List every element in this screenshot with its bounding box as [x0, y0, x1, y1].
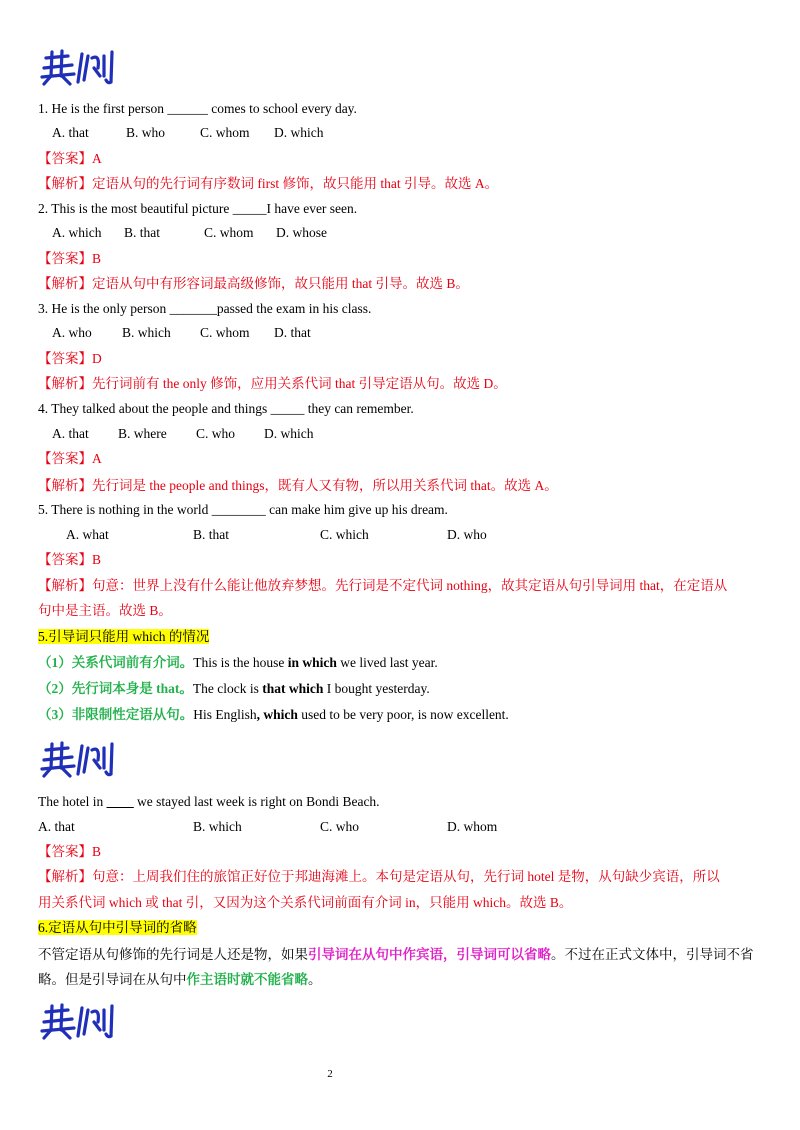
analysis-q1: 【解析】定语从句的先行词有序数词 first 修饰，故只能用 that 引导。故选 A。	[38, 176, 499, 191]
rule-example-pre: This is the house	[193, 655, 288, 670]
option-d: D. whose	[276, 225, 327, 240]
section-5-title: 5.引导词只能用 which 的情况	[38, 629, 210, 644]
option-b: B. who	[126, 125, 166, 140]
rule-example-pre: His English	[193, 707, 257, 722]
option-a: A. that	[52, 125, 89, 140]
rule-example-keyword: in which	[287, 655, 337, 670]
question-2: 2. This is the most beautiful picture _____I have ever seen.	[38, 201, 358, 216]
option-d: D. that	[274, 325, 311, 340]
answer-q3: 【答案】D	[38, 351, 102, 366]
analysis-q6-line2: 用关系代词 which 或 that 引，又因为这个关系代词前面有介词 in，只能用 which。故选 B。	[38, 895, 573, 910]
options-q2	[52, 224, 452, 242]
option-a: A. that	[38, 819, 75, 834]
example-logo	[40, 1000, 120, 1042]
rule-item-1	[38, 654, 438, 672]
option-c: C. whom	[204, 225, 254, 240]
analysis-q5-line1: 【解析】句意：世界上没有什么能让他放弃梦想。先行词是不定代词 nothing，故其定语从句引导词用 that，在定语从	[38, 578, 728, 593]
section-6-heading	[38, 919, 197, 937]
analysis-q3: 【解析】先行词前有 the only 修饰，应用关系代词 that 引导定语从句。故选 D。	[38, 376, 507, 391]
question-6-blank: ____	[106, 794, 134, 809]
option-d: D. which	[264, 426, 314, 441]
section-6-title: 6.定语从句中引导词的省略	[38, 920, 197, 935]
rule-label: （3）非限制性定语从句。	[38, 707, 194, 722]
option-c: C. whom	[200, 125, 250, 140]
paragraph-text: 。不过在正式文体中，引导词不省略。但是引导词在从句中	[38, 947, 754, 987]
question-6	[38, 793, 380, 811]
question-5: 5. There is nothing in the world ________ can make him give up his dream.	[38, 502, 448, 517]
section-5-heading	[38, 628, 209, 646]
answer-q4: 【答案】A	[38, 451, 102, 466]
paragraph-emphasis-green: 作主语时就不能省略	[186, 972, 308, 987]
section-6-paragraph	[38, 942, 763, 992]
paragraph-text: 。	[308, 972, 322, 987]
options-q3	[52, 324, 452, 342]
option-a: A. which	[52, 225, 102, 240]
answer-q5: 【答案】B	[38, 552, 102, 567]
answer-q6: 【答案】B	[38, 844, 102, 859]
answer-q2: 【答案】B	[38, 251, 102, 266]
page-number: 2	[327, 1068, 333, 1080]
rule-example-keyword: , which	[256, 707, 298, 722]
option-c: C. who	[196, 426, 236, 441]
option-d: D. which	[274, 125, 324, 140]
rule-example-keyword: that which	[262, 681, 324, 696]
analysis-q5-line2: 句中是主语。故选 B。	[38, 603, 172, 618]
option-d: D. who	[447, 527, 487, 542]
option-d: D. whom	[447, 819, 498, 834]
answer-q1: 【答案】A	[38, 151, 102, 166]
option-c: C. who	[320, 819, 360, 834]
question-3: 3. He is the only person _______passed the exam in his class.	[38, 301, 372, 316]
rule-label: （1）关系代词前有介词。	[38, 655, 194, 670]
options-q4	[52, 425, 452, 443]
option-b: B. that	[124, 225, 160, 240]
options-q1	[52, 124, 452, 142]
rule-item-2	[38, 680, 430, 698]
paragraph-text: 不管定语从句修饰的先行词是人还是物，如果	[38, 947, 308, 962]
option-b: B. that	[193, 527, 229, 542]
question-6-pre: The hotel in	[38, 794, 107, 809]
option-a: A. that	[52, 426, 89, 441]
example-logo	[40, 738, 120, 780]
option-b: B. where	[118, 426, 167, 441]
analysis-q2: 【解析】定语从句中有形容词最高级修饰，故只能用 that 引导。故选 B。	[38, 276, 469, 291]
option-b: B. which	[193, 819, 242, 834]
paragraph-emphasis: 引导词在从句中作宾语，引导词可以省略	[308, 947, 551, 962]
rule-label: （2）先行词本身是 that。	[38, 681, 193, 696]
rule-example-post: I bought yesterday.	[323, 681, 430, 696]
option-b: B. which	[122, 325, 171, 340]
option-c: C. whom	[200, 325, 250, 340]
options-q5	[66, 526, 566, 544]
rule-item-3	[38, 706, 509, 724]
option-a: A. what	[66, 527, 109, 542]
analysis-q4: 【解析】先行词是 the people and things，既有人又有物，所以用关系代词 that。故选 A。	[38, 478, 558, 493]
rule-example-post: we lived last year.	[336, 655, 438, 670]
rule-example-post: used to be very poor, is now excellent.	[297, 707, 509, 722]
rule-example-pre: The clock is	[192, 681, 263, 696]
question-6-post: we stayed last week is right on Bondi Beach.	[133, 794, 380, 809]
option-a: A. who	[52, 325, 92, 340]
question-4: 4. They talked about the people and things _____ they can remember.	[38, 401, 414, 416]
option-c: C. which	[320, 527, 369, 542]
options-q6	[38, 818, 538, 836]
example-logo	[40, 46, 120, 88]
question-1: 1. He is the first person ______ comes to school every day.	[38, 101, 357, 116]
analysis-q6-line1: 【解析】句意：上周我们住的旅馆正好位于邦迪海滩上。本句是定语从句，先行词 hotel 是物，从句缺少宾语，所以	[38, 869, 720, 884]
